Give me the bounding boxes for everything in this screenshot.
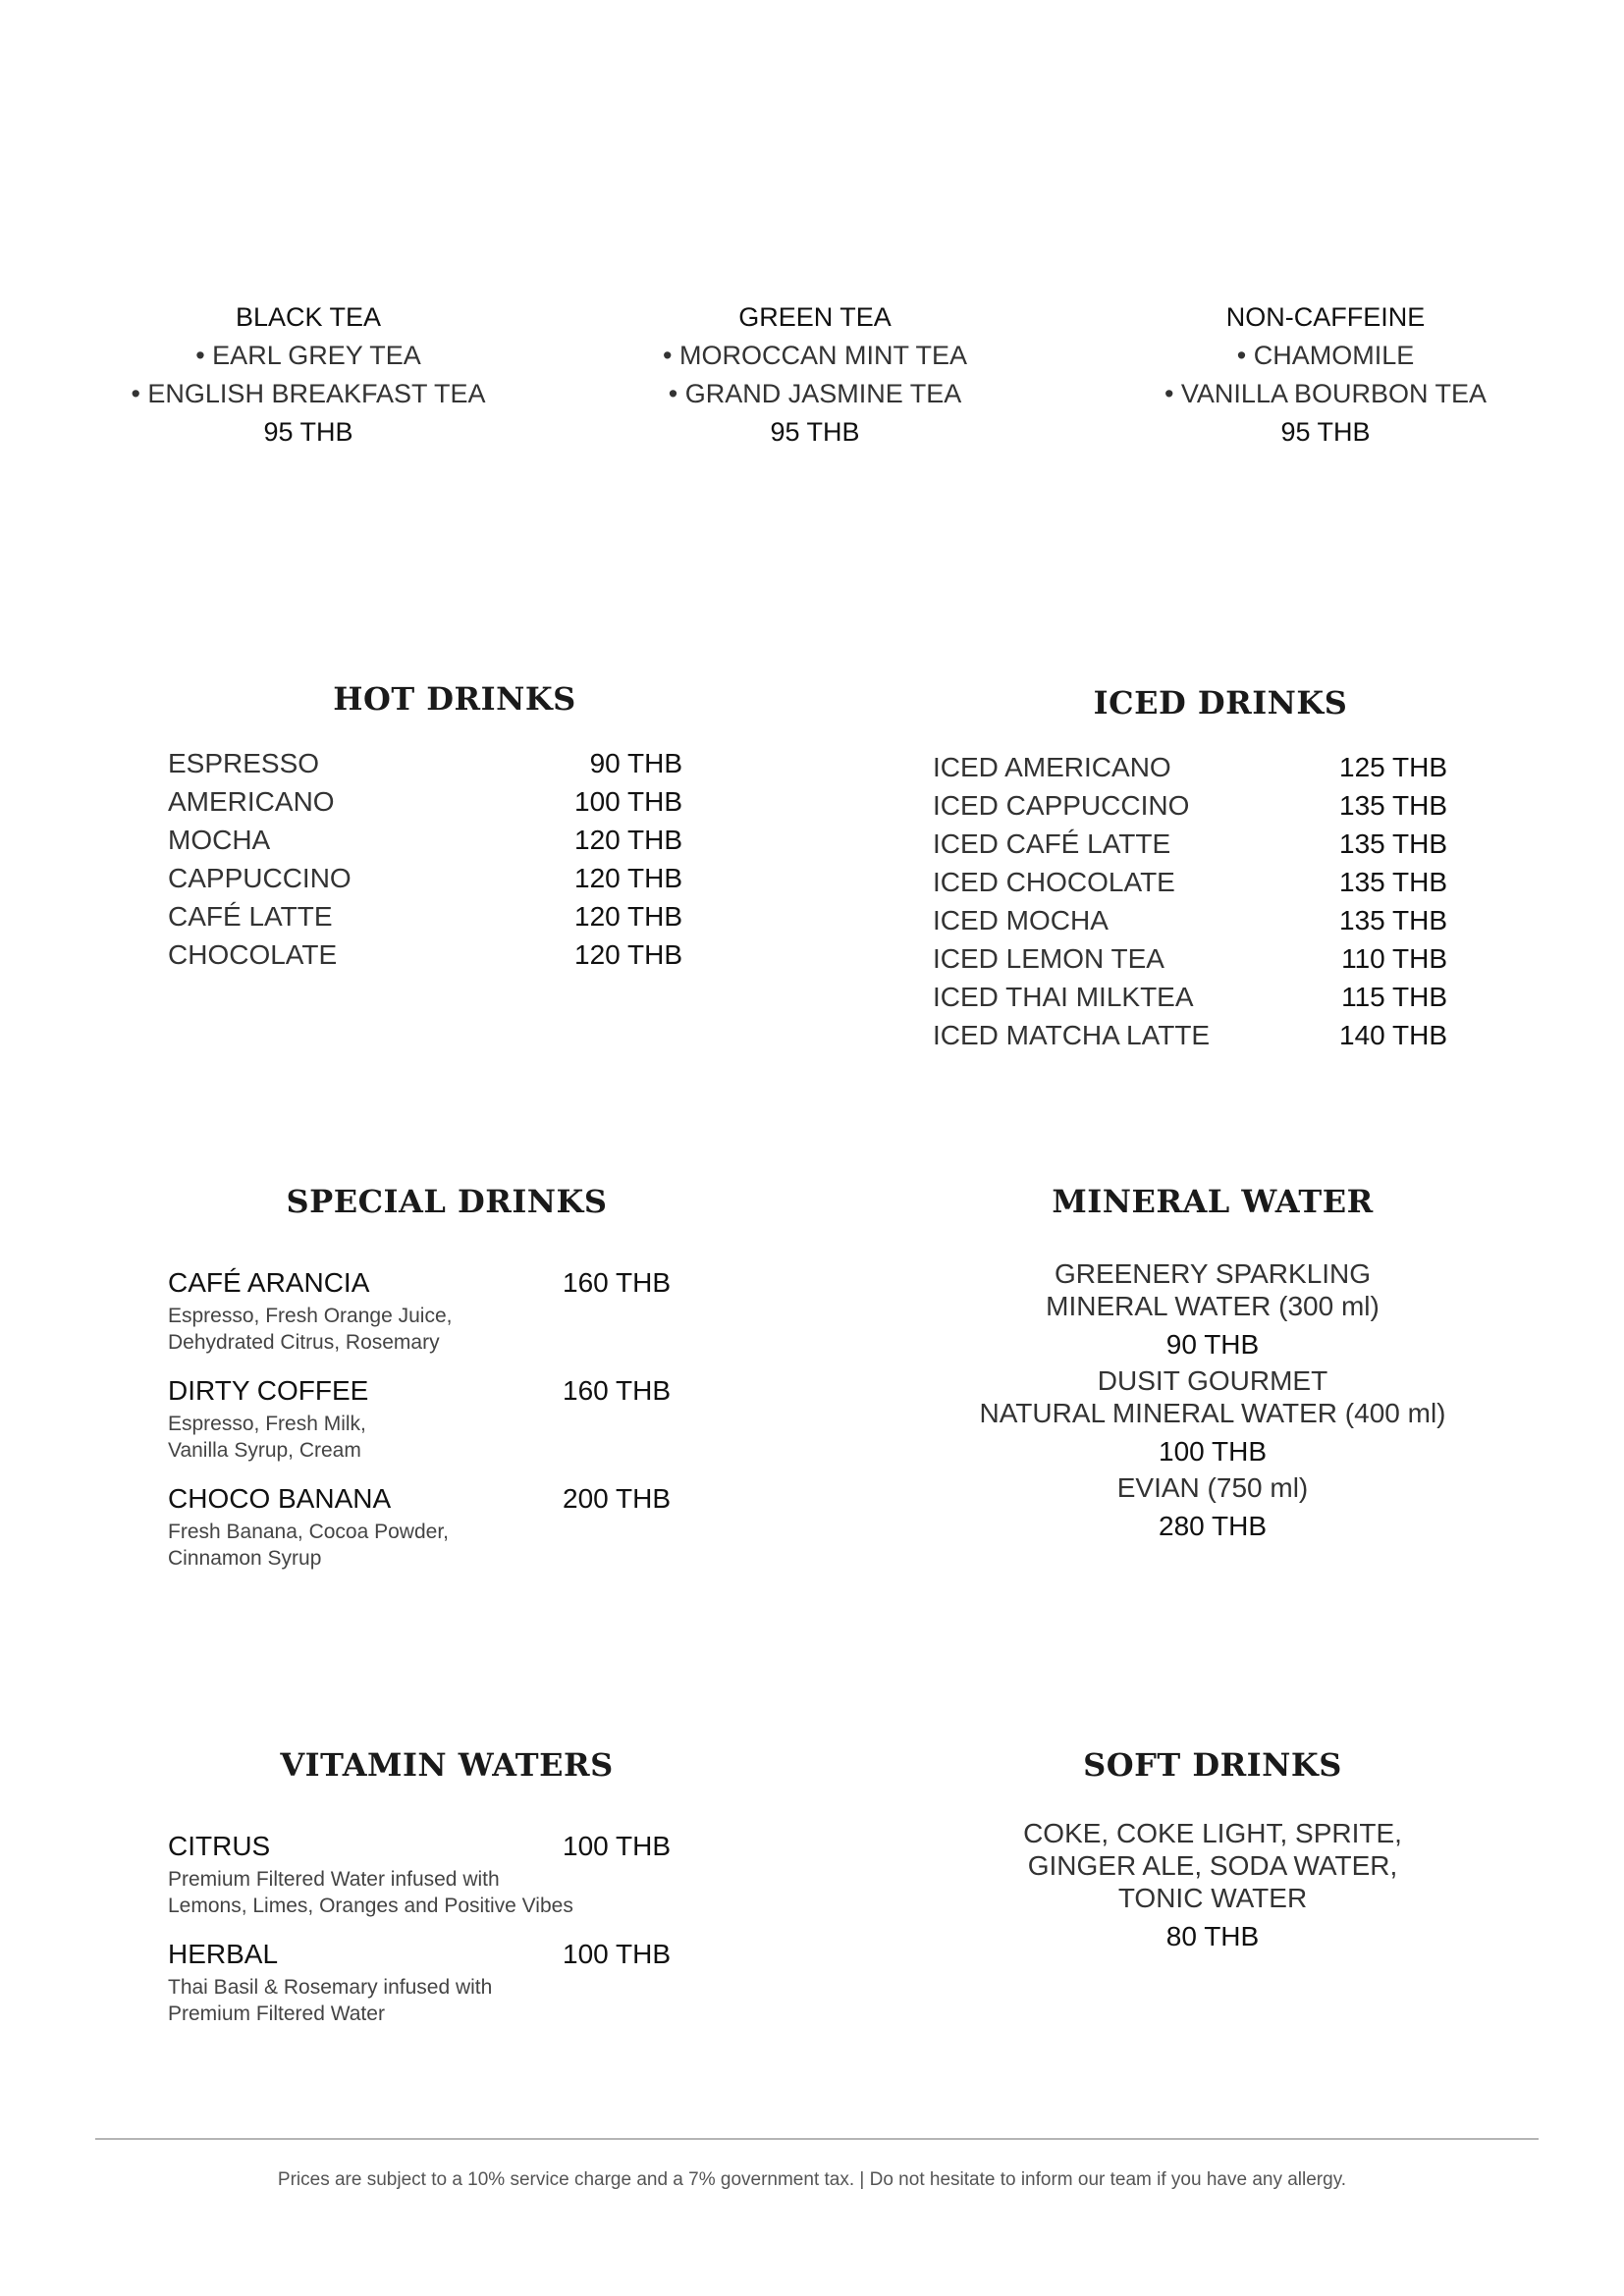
item-price: 125 THB xyxy=(1339,752,1447,782)
item-name: CAFÉ LATTE xyxy=(168,901,333,932)
item-price: 100 THB xyxy=(563,1939,671,1969)
menu-row xyxy=(168,825,682,863)
item-name: NATURAL MINERAL WATER (400 ml) xyxy=(979,1398,1446,1428)
tea-price: 95 THB xyxy=(1280,417,1371,447)
tea-item: • MOROCCAN MINT TEA xyxy=(663,341,967,370)
item-price: 110 THB xyxy=(1341,943,1447,974)
description-line: Fresh Banana, Cocoa Powder, xyxy=(168,1521,450,1543)
menu-row xyxy=(933,905,1447,943)
tea-item: • EARL GREY TEA xyxy=(195,341,421,370)
item-name: MOCHA xyxy=(168,825,271,855)
tea-item: • VANILLA BOURBON TEA xyxy=(1164,379,1488,408)
tea-price: 95 THB xyxy=(770,417,860,447)
mineral-water-heading: MINERAL WATER xyxy=(1052,1183,1374,1220)
menu-row xyxy=(933,982,1447,1020)
item-price: 120 THB xyxy=(574,901,682,932)
item-price: 135 THB xyxy=(1339,790,1447,821)
description-line: Espresso, Fresh Milk, xyxy=(168,1413,366,1435)
menu-row xyxy=(168,748,682,786)
black-tea-title: BLACK TEA xyxy=(235,302,382,332)
non-caffeine-block xyxy=(1070,298,1581,452)
item-price: 115 THB xyxy=(1341,982,1447,1012)
description-line: Vanilla Syrup, Cream xyxy=(168,1439,361,1462)
menu-row xyxy=(933,943,1447,982)
item-price: 280 THB xyxy=(1159,1511,1267,1541)
item-price: 160 THB xyxy=(563,1375,671,1406)
item-description xyxy=(168,1974,678,2027)
footer-note: Prices are subject to a 10% service charge and a 7% government tax. | Do not hesitate to inform our team if you have any allergy. xyxy=(277,2169,1347,2190)
item-price: 120 THB xyxy=(574,863,682,893)
item-name: DUSIT GOURMET xyxy=(1097,1365,1328,1396)
menu-row xyxy=(933,1020,1447,1058)
soft-drinks-line: COKE, COKE LIGHT, SPRITE, xyxy=(1023,1818,1402,1848)
menu-row xyxy=(933,752,1447,790)
hot-drinks-list xyxy=(168,748,682,978)
item-name: ICED MOCHA xyxy=(933,905,1109,935)
item-name: ESPRESSO xyxy=(168,748,320,778)
item-name: ICED CAFÉ LATTE xyxy=(933,828,1171,859)
item-name: ICED THAI MILKTEA xyxy=(933,982,1194,1012)
tea-item: • GRAND JASMINE TEA xyxy=(668,379,962,408)
item-name: CAPPUCCINO xyxy=(168,863,352,893)
iced-drinks-list xyxy=(933,752,1447,1058)
item-price: 160 THB xyxy=(563,1267,671,1298)
item-name: HERBAL xyxy=(168,1939,279,1969)
item-price: 140 THB xyxy=(1339,1020,1447,1050)
menu-row xyxy=(933,828,1447,867)
soft-drinks-line: GINGER ALE, SODA WATER, xyxy=(1027,1850,1398,1881)
item-price: 100 THB xyxy=(1159,1436,1267,1467)
description-line: Dehydrated Citrus, Rosemary xyxy=(168,1331,440,1354)
green-tea-block xyxy=(560,298,1070,452)
vitamin-waters-heading: VITAMIN WATERS xyxy=(280,1746,614,1784)
menu-row xyxy=(168,786,682,825)
description-line: Thai Basil & Rosemary infused with xyxy=(168,1976,493,1999)
item-name: CHOCO BANANA xyxy=(168,1483,392,1514)
item-description xyxy=(168,1519,678,1572)
item-name: DIRTY COFFEE xyxy=(168,1375,369,1406)
item-name: CAFÉ ARANCIA xyxy=(168,1267,370,1298)
tea-item: • CHAMOMILE xyxy=(1236,341,1415,370)
item-name: GREENERY SPARKLING xyxy=(1054,1258,1372,1289)
item-name: ICED MATCHA LATTE xyxy=(933,1020,1211,1050)
description-line: Premium Filtered Water infused with xyxy=(168,1868,500,1891)
item-price: 90 THB xyxy=(589,748,682,778)
item-price: 200 THB xyxy=(563,1483,671,1514)
hot-drinks-heading: HOT DRINKS xyxy=(333,680,576,718)
footer-divider xyxy=(95,2138,1539,2140)
non-caffeine-title: NON-CAFFEINE xyxy=(1225,302,1426,332)
description-line: Premium Filtered Water xyxy=(168,2002,385,2025)
item-name: CITRUS xyxy=(168,1831,271,1861)
black-tea-block xyxy=(53,298,564,452)
description-line: Lemons, Limes, Oranges and Positive Vibes xyxy=(168,1895,573,1917)
item-price: 135 THB xyxy=(1339,905,1447,935)
item-price: 100 THB xyxy=(563,1831,671,1861)
item-price: 120 THB xyxy=(574,825,682,855)
description-line: Espresso, Fresh Orange Juice, xyxy=(168,1305,453,1327)
menu-row xyxy=(168,939,682,978)
item-name: CHOCOLATE xyxy=(168,939,338,970)
menu-row xyxy=(168,901,682,939)
item-description xyxy=(168,1303,678,1356)
soft-drinks-heading: SOFT DRINKS xyxy=(1083,1746,1342,1784)
menu-row xyxy=(168,863,682,901)
menu-row xyxy=(933,790,1447,828)
tea-price: 95 THB xyxy=(263,417,353,447)
menu-row xyxy=(933,867,1447,905)
item-price: 90 THB xyxy=(1165,1329,1260,1360)
item-name: AMERICANO xyxy=(168,786,335,817)
soft-drinks-line: TONIC WATER xyxy=(1117,1883,1308,1913)
item-name: EVIAN (750 ml) xyxy=(1116,1472,1309,1503)
description-line: Cinnamon Syrup xyxy=(168,1547,322,1570)
iced-drinks-heading: ICED DRINKS xyxy=(1093,684,1348,721)
item-price: 135 THB xyxy=(1339,828,1447,859)
tea-item: • ENGLISH BREAKFAST TEA xyxy=(131,379,486,408)
item-name: ICED AMERICANO xyxy=(933,752,1171,782)
item-price: 100 THB xyxy=(574,786,682,817)
item-name: MINERAL WATER (300 ml) xyxy=(1046,1291,1380,1321)
item-price: 135 THB xyxy=(1339,867,1447,897)
item-name: ICED CHOCOLATE xyxy=(933,867,1175,897)
item-price: 120 THB xyxy=(574,939,682,970)
item-description xyxy=(168,1411,678,1464)
special-drinks-heading: SPECIAL DRINKS xyxy=(286,1183,608,1220)
item-name: ICED LEMON TEA xyxy=(933,943,1164,974)
green-tea-title: GREEN TEA xyxy=(738,302,892,332)
soft-drinks-list xyxy=(918,1817,1507,1956)
item-name: ICED CAPPUCCINO xyxy=(933,790,1190,821)
item-price: 80 THB xyxy=(1165,1921,1260,1951)
item-description xyxy=(168,1866,678,1919)
mineral-water-list xyxy=(918,1257,1507,1546)
